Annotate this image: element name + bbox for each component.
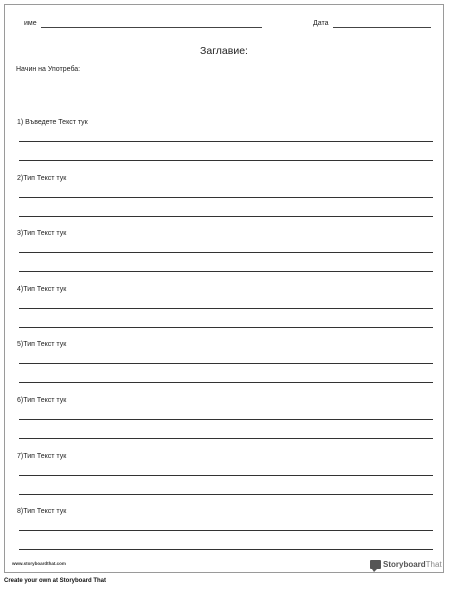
item-label-3: 3)Тип Текст тук xyxy=(17,230,67,238)
usage-instructions-label: Начин на Употреба: xyxy=(16,66,81,73)
storyboardthat-logo xyxy=(370,558,442,570)
answer-line-2-1[interactable] xyxy=(19,197,433,198)
worksheet-title: Заглавие: xyxy=(200,45,248,57)
item-label-7: 7)Тип Текст тук xyxy=(17,452,67,460)
answer-line-5-2[interactable] xyxy=(19,382,433,383)
item-label-2: 2)Тип Текст тук xyxy=(17,174,67,182)
answer-line-6-1[interactable] xyxy=(19,419,433,420)
answer-line-6-2[interactable] xyxy=(19,438,433,439)
item-label-4: 4)Тип Текст тук xyxy=(17,285,67,293)
answer-line-1-1[interactable] xyxy=(19,141,433,142)
answer-line-2-2[interactable] xyxy=(19,216,433,217)
bottom-caption: Create your own at Storyboard That xyxy=(4,578,107,584)
footer-url: www.storyboardthat.com xyxy=(12,561,66,566)
logo-text-that: That xyxy=(425,559,442,569)
date-field-line[interactable] xyxy=(333,27,431,28)
answer-line-8-1[interactable] xyxy=(19,530,433,531)
answer-line-3-2[interactable] xyxy=(19,271,433,272)
logo-text-storyboard: Storyboard xyxy=(383,559,426,569)
answer-line-1-2[interactable] xyxy=(19,160,433,161)
answer-line-7-2[interactable] xyxy=(19,494,433,495)
worksheet-page xyxy=(4,4,444,573)
answer-line-5-1[interactable] xyxy=(19,363,433,364)
answer-line-3-1[interactable] xyxy=(19,252,433,253)
item-label-5: 5)Тип Текст тук xyxy=(17,341,67,349)
answer-line-8-2[interactable] xyxy=(19,549,433,550)
item-label-8: 8)Тип Текст тук xyxy=(17,508,67,516)
answer-line-4-1[interactable] xyxy=(19,308,433,309)
date-label: Дата xyxy=(313,20,329,27)
item-label-1: 1) Въведете Текст тук xyxy=(17,119,88,126)
item-label-6: 6)Тип Текст тук xyxy=(17,397,67,404)
name-label: име xyxy=(24,20,37,27)
storyboard-logo-icon xyxy=(370,560,381,569)
answer-line-7-1[interactable] xyxy=(19,475,433,476)
answer-line-4-2[interactable] xyxy=(19,327,433,328)
name-field-line[interactable] xyxy=(41,27,262,28)
